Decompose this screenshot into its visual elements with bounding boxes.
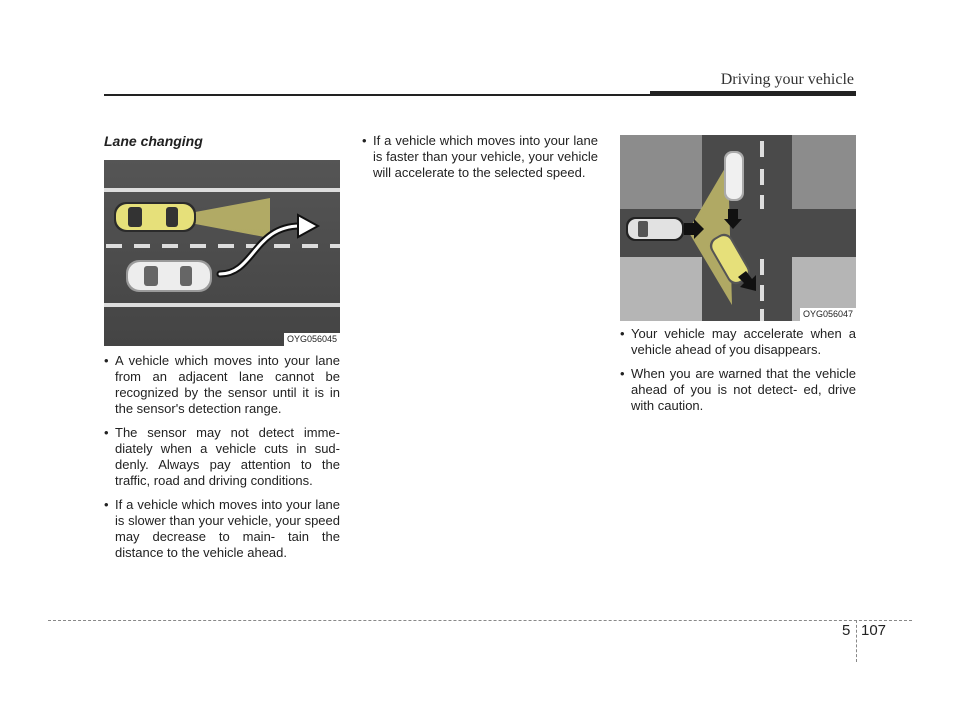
bullet-item: • If a vehicle which moves into your lane is slower than your vehicle, your speed may decrease to main- tain the distance to the vehicle ahead. <box>104 497 340 561</box>
figure-intersection <box>620 135 856 321</box>
ego-car-icon-right <box>626 217 684 241</box>
chapter-number: 5 <box>842 622 851 639</box>
bullets-column-3 <box>620 326 856 422</box>
figure-code-left: OYG056045 <box>284 333 340 346</box>
footer-divider <box>856 620 857 662</box>
ego-car-icon <box>114 202 196 232</box>
figure-lane-change <box>104 160 340 346</box>
intersection-illustration <box>620 135 856 321</box>
bullet-item: • When you are warned that the vehicle ahead of you is not detect- ed, drive with caution. <box>620 366 856 414</box>
header-title: Driving your vehicle <box>720 71 854 88</box>
bullet-item: • A vehicle which moves into your lane from an adjacent lane cannot be recognized by the sensor until it is in the sensor's detection range. <box>104 353 340 417</box>
bullets-column-1 <box>104 353 340 569</box>
lane-change-illustration <box>104 160 340 346</box>
footer-rule <box>48 620 912 621</box>
figure-code-right: OYG056047 <box>800 308 856 321</box>
bullet-item: • Your vehicle may accelerate when a vehicle ahead of you disappears. <box>620 326 856 358</box>
other-car-icon <box>126 260 212 292</box>
page-number: 107 <box>861 622 887 639</box>
bullets-column-2 <box>362 133 598 189</box>
car-ahead-icon <box>724 151 744 201</box>
bullet-item: • If a vehicle which moves into your lane is faster than your vehicle, your vehicle will accelerate to the selected speed. <box>362 133 598 181</box>
bullet-item: • The sensor may not detect imme- diately when a vehicle cuts in sud- denly. Always pay attention to the traffic, road and driving conditions. <box>104 425 340 489</box>
section-title: Lane changing <box>104 133 203 149</box>
header-rule-accent <box>650 91 856 96</box>
